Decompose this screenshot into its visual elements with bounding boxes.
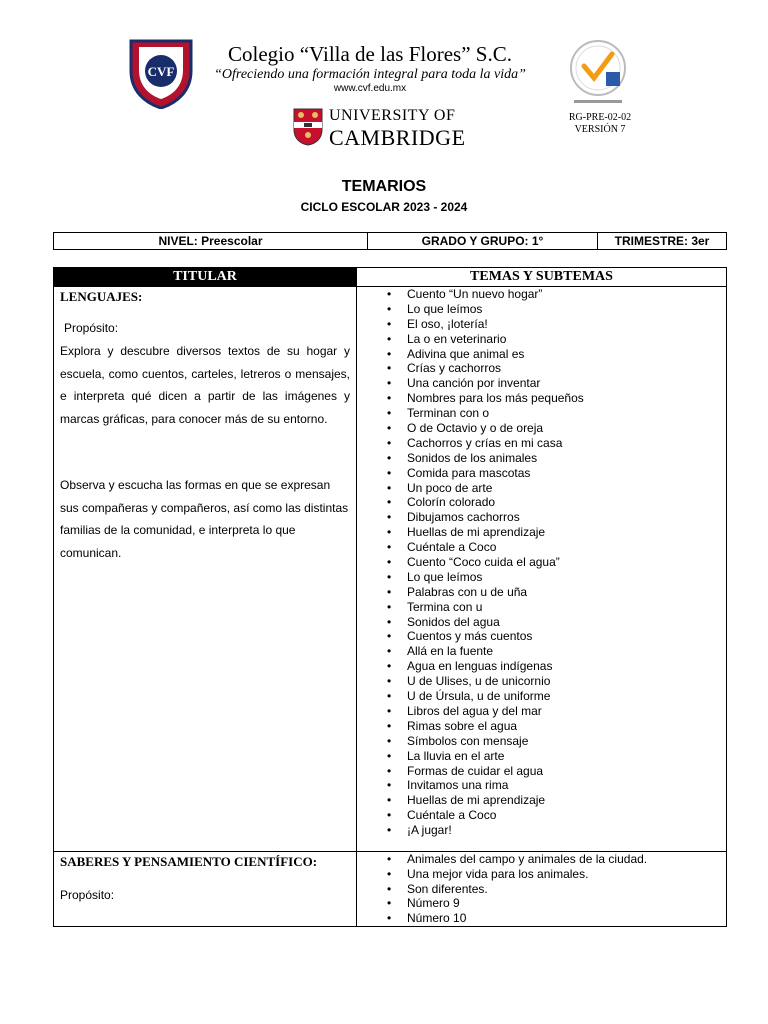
tema-item: • Símbolos con mensaje [357,734,584,749]
school-website[interactable]: www.cvf.edu.mx [333,83,407,94]
grado-grupo-cell: GRADO Y GRUPO: 1° [368,233,598,249]
tema-item: • Termina con u [357,600,584,615]
document-version: VERSIÓN 7 [574,124,626,135]
cambridge-logo-line1: UNIVERSITY OF [329,107,456,124]
nivel-cell: NIVEL: Preescolar [54,233,368,249]
proposito-label: Propósito: [64,321,119,335]
tema-item: • La o en veterinario [357,332,584,347]
tema-item: • Cachorros y crías en mi casa [357,436,584,451]
page-subtitle: CICLO ESCOLAR 2023 - 2024 [300,200,468,214]
cambridge-shield-logo [293,108,323,146]
tema-item: • Dibujamos cachorros [357,510,584,525]
page-title: TEMARIOS [341,178,427,195]
tema-item: • ¡A jugar! [357,823,584,838]
temas-list-saberes [357,852,647,926]
tema-item: • Animales del campo y animales de la ciudad. [357,852,647,867]
tema-item: • La lluvia en el arte [357,749,584,764]
column-header-temas: TEMAS Y SUBTEMAS [470,269,613,284]
tema-item: • Palabras con u de uña [357,585,584,600]
school-crest-logo [127,37,195,109]
tema-item: • Lo que leímos [357,570,584,585]
tema-item: • Cuento “Coco cuida el agua” [357,555,584,570]
topics-table [53,267,727,927]
tema-item: • Crías y cachorros [357,361,584,376]
tema-item: • Terminan con o [357,406,584,421]
tema-item: • Colorín colorado [357,495,584,510]
tema-item: • El oso, ¡lotería! [357,317,584,332]
tema-item: • Son diferentes. [357,882,647,897]
column-header-titular: TITULAR [54,268,356,286]
tema-item: • Una mejor vida para los animales. [357,867,647,882]
school-motto: “Ofreciendo una formación integral para toda la vida” [214,67,526,82]
school-name: Colegio “Villa de las Flores” S.C. [228,42,512,66]
document-code: RG-PRE-02-02 [568,112,632,123]
svg-text:CVF: CVF [147,64,175,79]
tema-item: • Formas de cuidar el agua [357,764,584,779]
tema-item: • Cuéntale a Coco [357,540,584,555]
tema-item: • Nombres para los más pequeños [357,391,584,406]
titular-saberes: SABERES Y PENSAMIENTO CIENTÍFICO: [60,854,318,869]
info-row [53,232,727,250]
tema-item: • Invitamos una rima [357,778,584,793]
tema-item: • U de Úrsula, u de uniforme [357,689,584,704]
tema-item: • Sonidos del agua [357,615,584,630]
tema-item: • Cuéntale a Coco [357,808,584,823]
tema-item: • Número 10 [357,911,647,926]
proposito-text: Explora y descubre diversos textos de su hogar y escuela, como cuentos, carteles, letreros o mensajes, e interpreta qué dicen a partir de las imágenes y marcas gráficas, para conocer más de su entorno. [60,344,350,426]
proposito-text-2: Observa y escucha las formas en que se expresan sus compañeras y compañeros, así como las distintas familias de la comunidad, e interpreta lo que comunican. [60,478,349,560]
tema-item: • Sonidos de los animales [357,451,584,466]
tema-item: • Allá en la fuente [357,644,584,659]
cambridge-logo-line2: CAMBRIDGE [329,125,466,150]
tema-item: • Comida para mascotas [357,466,584,481]
titular-lenguajes: LENGUAJES: [60,289,143,304]
tema-item: • Huellas de mi aprendizaje [357,793,584,808]
tema-item: • Un poco de arte [357,481,584,496]
certification-seal-logo [566,38,630,110]
trimestre-cell: TRIMESTRE: 3er [614,234,710,248]
tema-item: • Cuento “Un nuevo hogar” [357,287,584,302]
tema-item: • U de Ulises, u de unicornio [357,674,584,689]
tema-item: • Lo que leímos [357,302,584,317]
proposito-label: Propósito: [60,888,115,902]
tema-item: • Cuentos y más cuentos [357,629,584,644]
tema-item: • Una canción por inventar [357,376,584,391]
tema-item: • O de Octavio y o de oreja [357,421,584,436]
tema-item: • Agua en lenguas indígenas [357,659,584,674]
tema-item: • Huellas de mi aprendizaje [357,525,584,540]
tema-item: • Libros del agua y del mar [357,704,584,719]
temas-list-lenguajes [357,287,584,838]
tema-item: • Adivina que animal es [357,347,584,362]
tema-item: • Número 9 [357,896,647,911]
tema-item: • Rimas sobre el agua [357,719,584,734]
